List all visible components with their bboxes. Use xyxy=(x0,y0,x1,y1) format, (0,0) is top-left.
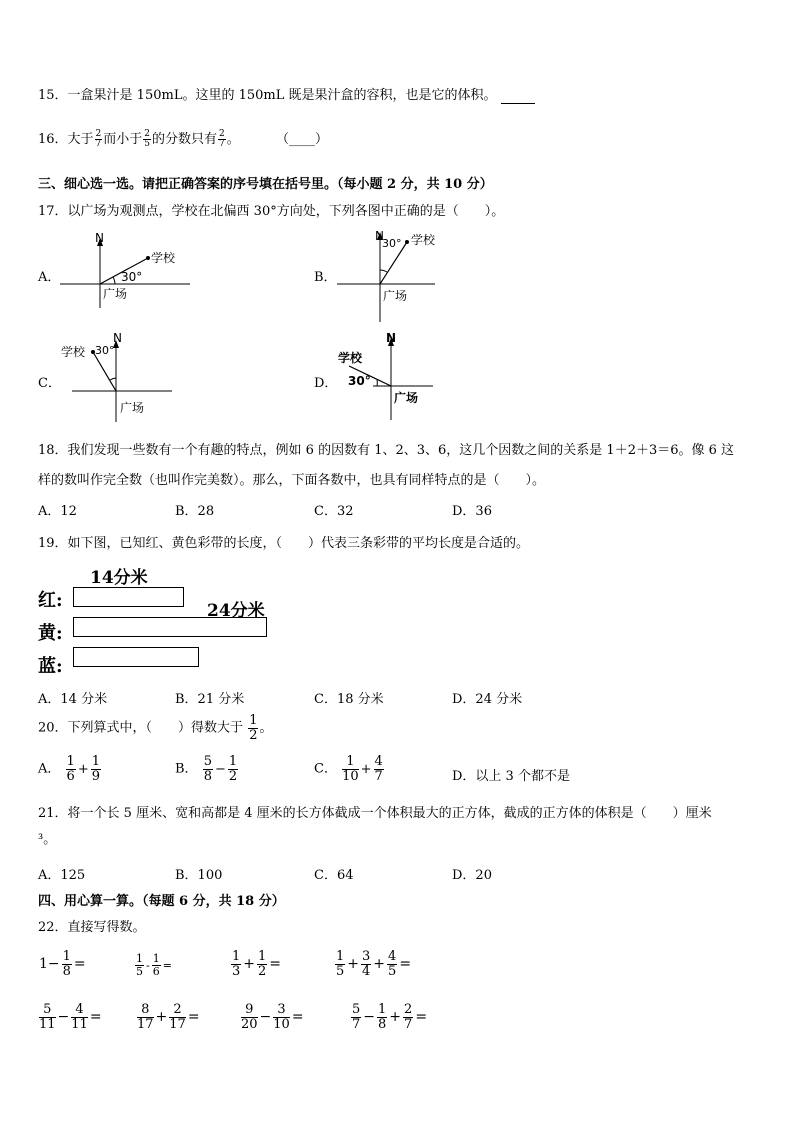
option-letter: A． xyxy=(38,761,61,777)
question-16-text: 的分数只有 xyxy=(152,132,218,147)
equals: = xyxy=(269,956,282,973)
red-label: 红: xyxy=(38,590,63,611)
question-20 xyxy=(38,714,272,742)
expression-3[interactable] xyxy=(230,950,282,978)
fraction: $\frac{1}{3}$ xyxy=(232,949,241,979)
operator: + xyxy=(360,761,372,777)
option-d[interactable]: D．36 xyxy=(452,504,492,519)
fraction: $\frac{1}{2}$ xyxy=(228,754,238,784)
equals: = xyxy=(162,958,172,972)
north-label: N xyxy=(95,231,104,245)
angle-label: 30° xyxy=(95,344,115,357)
option-b[interactable]: B．21 分米 xyxy=(175,692,245,707)
school-label: 学校 xyxy=(338,351,363,365)
option-letter: B． xyxy=(175,761,198,777)
expression-4[interactable] xyxy=(334,950,412,978)
option-c-label[interactable]: C． xyxy=(38,376,61,391)
operator: + xyxy=(373,956,386,973)
question-20-text: 20．下列算式中，（ ）得数大于 xyxy=(38,720,244,736)
fraction: $\frac{5}{11}$ xyxy=(39,1002,56,1032)
expression-2[interactable] xyxy=(134,953,173,977)
red-ribbon xyxy=(73,587,184,607)
red-length-label: 14分米 xyxy=(90,568,148,588)
option-c[interactable]: C．18 分米 xyxy=(314,692,384,707)
option-b-label[interactable]: B． xyxy=(314,270,337,285)
question-21-line2: ³。 xyxy=(38,832,57,847)
option-b[interactable] xyxy=(175,755,239,783)
question-16 xyxy=(38,128,328,149)
option-a[interactable]: A．12 xyxy=(38,504,77,519)
direction-diagram-b[interactable] xyxy=(335,226,475,326)
question-19-text: 19．如下图，已知红、黄色彩带的长度，（ ）代表三条彩带的平均长度是合适的。 xyxy=(38,536,530,551)
question-15-text: 15．一盒果汁是 150mL。这里的 150mL 既是果汁盒的容积，也是它的体积。 xyxy=(38,88,497,103)
angle-label: 30° xyxy=(382,237,402,250)
fraction: $\frac{9}{20}$ xyxy=(241,1002,258,1032)
square-label: 广场 xyxy=(120,401,145,415)
option-c[interactable]: C．64 xyxy=(314,868,354,883)
section-4-title: 四、用心算一算。（每题 6 分，共 18 分） xyxy=(38,894,285,909)
question-18-line2: 样的数叫作完全数（也叫作完美数）。那么，下面各数中，也具有同样特点的是（ ）。 xyxy=(38,473,546,488)
operator: + xyxy=(243,956,256,973)
school-label: 学校 xyxy=(151,251,176,265)
equals: = xyxy=(187,1009,200,1026)
yellow-label: 黄: xyxy=(38,623,63,644)
question-16-text: 16．大于 xyxy=(38,132,94,147)
option-c[interactable]: C．32 xyxy=(314,504,354,519)
option-a[interactable] xyxy=(38,755,102,783)
expression-5[interactable] xyxy=(38,1003,103,1031)
fraction: $\frac{1}{2}$ xyxy=(249,713,258,743)
operator: − xyxy=(363,1009,376,1026)
option-d-label[interactable]: D． xyxy=(314,376,338,391)
direction-diagram-a[interactable] xyxy=(55,228,195,310)
fraction: $\frac{2}{7}$ xyxy=(95,128,102,149)
fraction: $\frac{1}{5}$ xyxy=(336,949,345,979)
fraction: $\frac{1}{8}$ xyxy=(378,1002,387,1032)
question-21-line1: 21．将一个长 5 厘米、宽和高都是 4 厘米的长方体截成一个体积最大的正方体，截成的正方体的体积是（ ）厘米 xyxy=(38,806,712,821)
equals: = xyxy=(73,956,86,973)
operator: + xyxy=(347,956,360,973)
expression-1[interactable] xyxy=(38,950,87,978)
operator: + xyxy=(155,1009,168,1026)
option-d[interactable]: D．以上 3 个都不是 xyxy=(452,769,570,784)
option-a-label[interactable]: A． xyxy=(38,270,61,285)
expression-7[interactable] xyxy=(240,1003,305,1031)
fraction: $\frac{4}{7}$ xyxy=(374,754,383,784)
operator: − xyxy=(214,761,226,777)
fraction: $\frac{4}{5}$ xyxy=(388,949,397,979)
answer-parentheses[interactable]: （____） xyxy=(275,132,328,147)
question-18-line1: 18．我们发现一些数有一个有趣的特点，例如 6 的因数有 1、2、3、6，这几个因数之间的关系是 1＋2＋3＝6。像 6 这 xyxy=(38,443,735,458)
north-label: N xyxy=(113,331,122,345)
question-22-text: 22．直接写得数。 xyxy=(38,920,146,935)
question-16-text: 。 xyxy=(226,132,240,147)
fraction: $\frac{2}{7}$ xyxy=(404,1002,413,1032)
direction-diagram-d[interactable] xyxy=(335,328,445,420)
fraction: $\frac{2}{7}$ xyxy=(219,128,225,149)
north-label: N xyxy=(375,229,384,243)
equals: = xyxy=(89,1009,102,1026)
blue-label: 蓝: xyxy=(38,656,63,677)
operator: − xyxy=(259,1009,272,1026)
operator: + xyxy=(389,1009,402,1026)
fraction: $\frac{4}{11}$ xyxy=(71,1002,88,1032)
fraction: $\frac{1}{10}$ xyxy=(342,754,359,784)
fraction: $\frac{1}{2}$ xyxy=(258,949,267,979)
option-a[interactable]: A．14 分米 xyxy=(38,692,108,707)
fraction: $\frac{1}{5}$ xyxy=(136,952,143,978)
operator: − xyxy=(57,1009,70,1026)
equals: = xyxy=(399,956,412,973)
square-label: 广场 xyxy=(394,391,419,405)
section-3-title: 三、细心选一选。请把正确答案的序号填在括号里。（每小题 2 分，共 10 分） xyxy=(38,177,493,192)
equals: = xyxy=(291,1009,304,1026)
square-label: 广场 xyxy=(103,287,128,301)
option-b[interactable]: B．28 xyxy=(175,504,215,519)
fraction: $\frac{1}{6}$ xyxy=(66,754,75,784)
operator: - xyxy=(146,958,150,972)
school-label: 学校 xyxy=(61,345,86,359)
fraction: $\frac{1}{8}$ xyxy=(62,949,71,979)
fraction: $\frac{8}{17}$ xyxy=(137,1002,154,1032)
fraction: $\frac{3}{4}$ xyxy=(362,949,371,979)
question-16-text: 而小于 xyxy=(103,132,143,147)
fraction: $\frac{2}{17}$ xyxy=(169,1002,186,1032)
question-20-end: 。 xyxy=(259,720,273,736)
question-17-text: 17．以广场为观测点，学校在北偏西 30°方向处，下列各图中正确的是（ ）。 xyxy=(38,204,505,219)
north-label: N xyxy=(386,331,397,345)
operator: 1− xyxy=(39,956,60,973)
answer-blank[interactable] xyxy=(501,88,535,104)
angle-label: 30° xyxy=(121,270,143,284)
fraction: $\frac{3}{10}$ xyxy=(273,1002,290,1032)
blue-ribbon xyxy=(73,647,199,667)
option-a[interactable]: A．125 xyxy=(38,868,86,883)
option-d[interactable]: D．20 xyxy=(452,868,492,883)
school-label: 学校 xyxy=(411,233,436,247)
fraction: $\frac{1}{9}$ xyxy=(91,754,100,784)
expression-8[interactable] xyxy=(350,1003,428,1031)
yellow-length-label: 24分米 xyxy=(207,601,265,621)
option-c[interactable] xyxy=(314,755,385,783)
question-15 xyxy=(38,84,535,104)
option-letter: C． xyxy=(314,761,337,777)
yellow-ribbon xyxy=(73,617,267,637)
option-d[interactable]: D．24 分米 xyxy=(452,692,523,707)
option-b[interactable]: B．100 xyxy=(175,868,223,883)
angle-label: 30° xyxy=(348,374,371,388)
fraction: $\frac{1}{6}$ xyxy=(152,952,160,978)
fraction: $\frac{5}{8}$ xyxy=(203,754,212,784)
square-label: 广场 xyxy=(383,289,408,303)
direction-diagram-c[interactable] xyxy=(58,330,178,422)
fraction: $\frac{5}{7}$ xyxy=(352,1002,361,1032)
expression-6[interactable] xyxy=(136,1003,201,1031)
fraction: $\frac{2}{5}$ xyxy=(144,128,151,149)
equals: = xyxy=(415,1009,428,1026)
operator: + xyxy=(77,761,89,777)
